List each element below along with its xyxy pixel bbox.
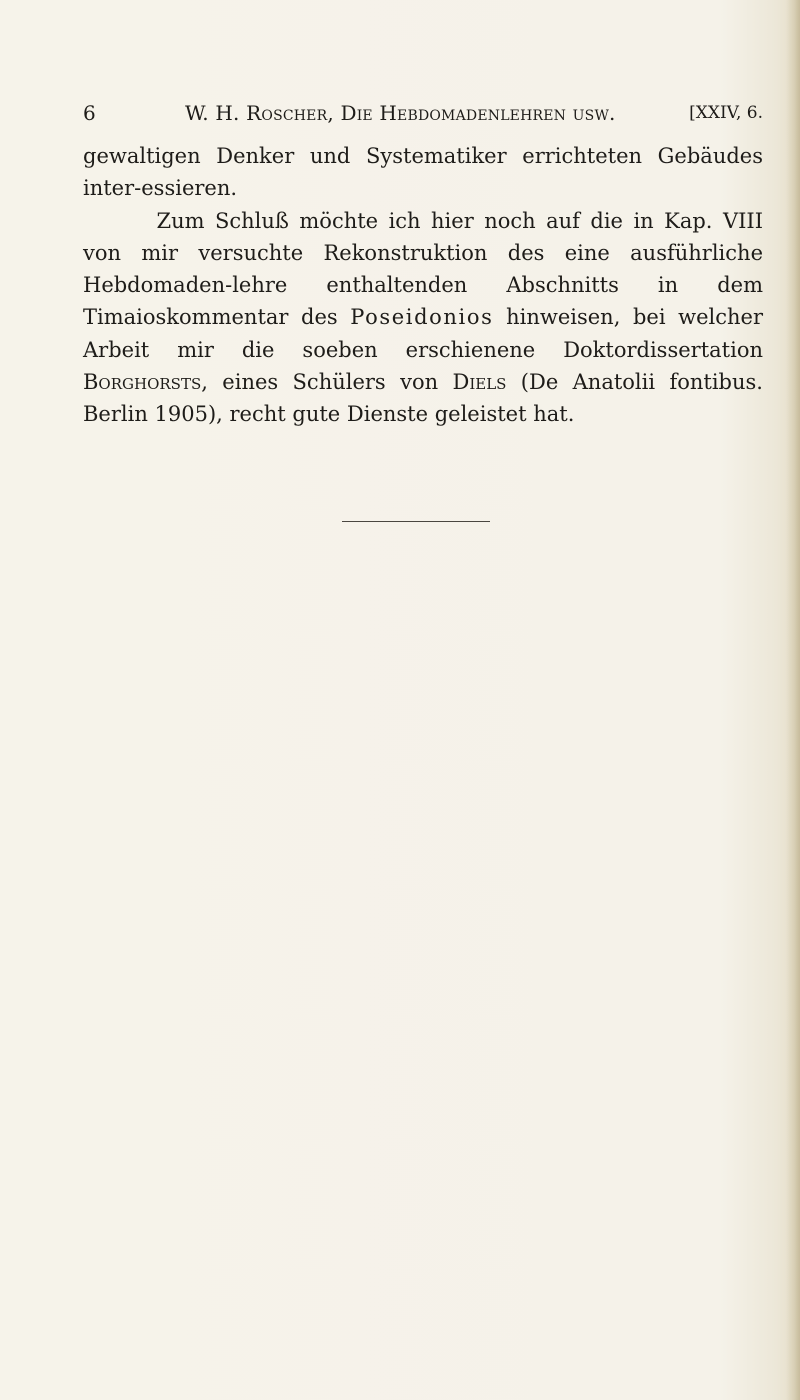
body-text bbox=[83, 140, 763, 431]
author-name-poseidonios: Poseidonios bbox=[350, 305, 494, 330]
author-name-borghorsts: Borghorsts bbox=[83, 370, 202, 395]
paragraph-2-part-b: hinweisen, bei welcher Arbeit mir die soeben erschienene Doktordissertation bbox=[83, 305, 764, 362]
paragraph-2-part-a: Zum Schluß möchte ich hier noch auf die in Kap. VIII von mir versuchte Rekonstruktion des eine ausführliche Hebdomaden-lehre enthaltenden Abschnitts in dem Timaioskommentar des bbox=[83, 208, 763, 330]
running-title: W. H. Roscher, Die Hebdomadenlehren usw. bbox=[185, 101, 616, 125]
author-name-diels: Diels bbox=[452, 370, 507, 395]
page-edge-shadow bbox=[786, 0, 800, 1400]
section-reference: [XXIV, 6. bbox=[689, 103, 763, 123]
paragraph-2-part-d: (De Anatolii fontibus. Berlin 1905), recht gute Dienste geleistet hat. bbox=[83, 370, 763, 427]
running-head bbox=[83, 98, 763, 128]
paragraph-2 bbox=[83, 205, 763, 431]
section-end-rule bbox=[342, 521, 490, 522]
paragraph-2-part-c: , eines Schülers von bbox=[201, 370, 453, 395]
paragraph-1: gewaltigen Denker und Systematiker errichteten Gebäudes inter-essieren. bbox=[83, 144, 763, 201]
page-number: 6 bbox=[83, 101, 96, 125]
